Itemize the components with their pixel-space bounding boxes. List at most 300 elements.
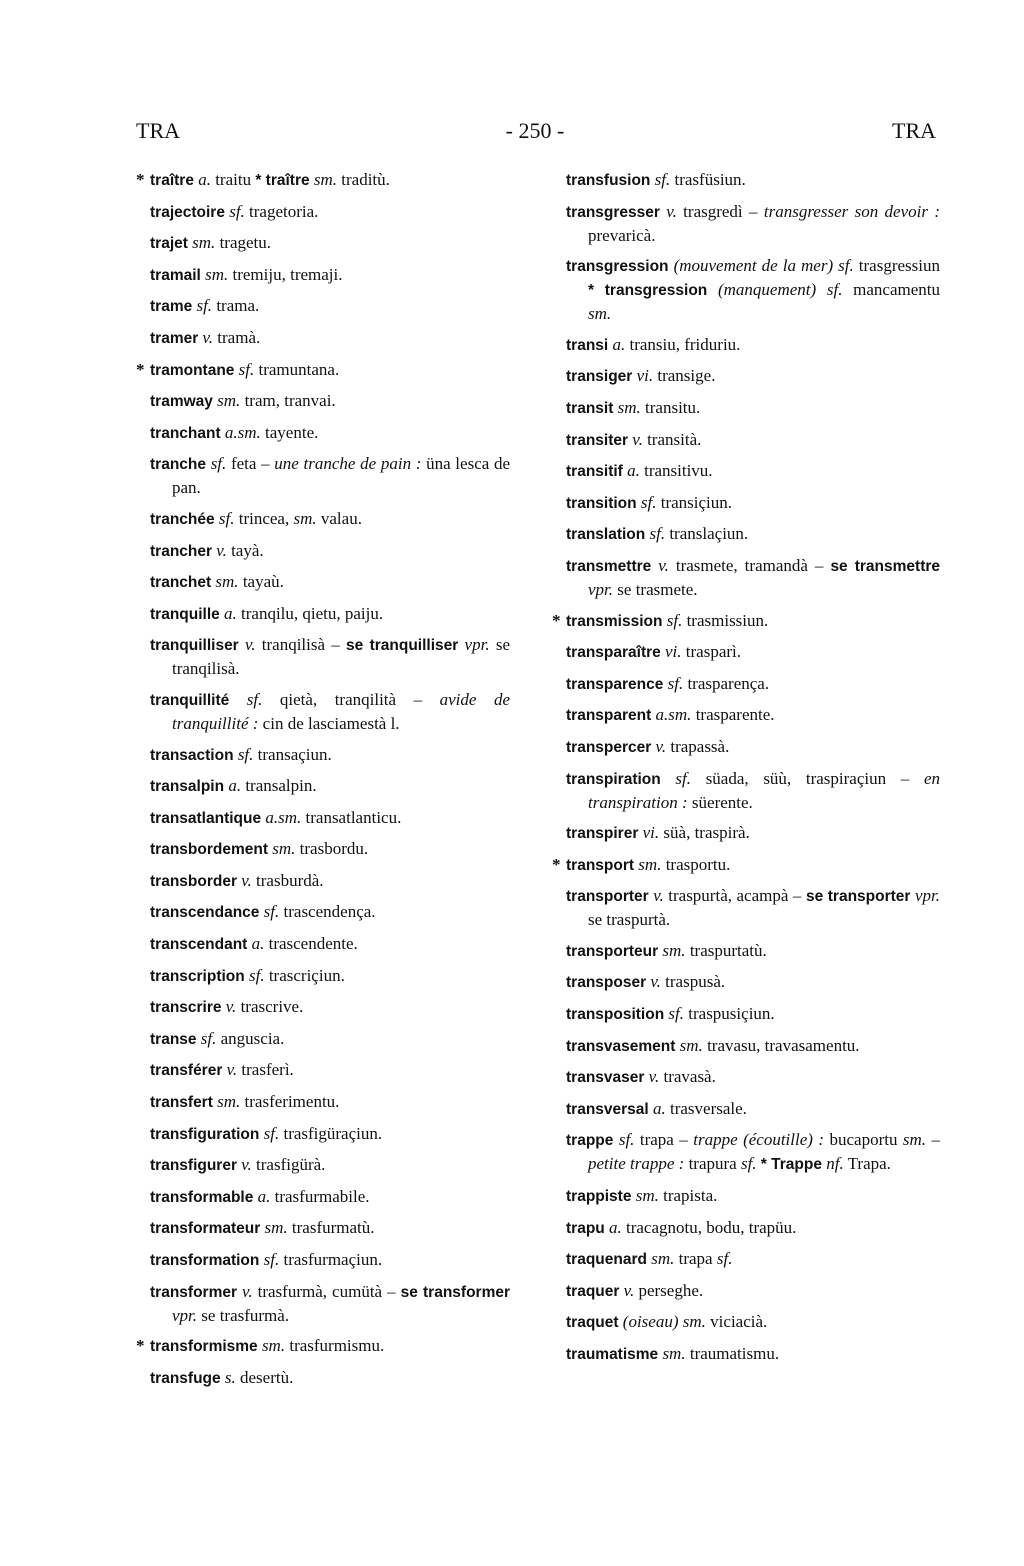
dictionary-entry xyxy=(566,1216,940,1240)
dictionary-entry xyxy=(566,554,940,601)
dictionary-entry xyxy=(150,837,510,861)
grammar-label: sf. xyxy=(263,1123,280,1143)
dictionary-entry xyxy=(150,452,510,499)
headword: transporteur xyxy=(566,942,659,960)
headword: tranchée xyxy=(150,510,215,528)
phrase-example: avide de tranquillité : xyxy=(172,689,511,733)
grammar-label: sm. xyxy=(662,940,686,960)
grammar-label: a. xyxy=(609,1217,622,1237)
dictionary-entry xyxy=(136,1334,510,1358)
headword: transfert xyxy=(150,1094,213,1112)
dictionary-entry xyxy=(566,1184,940,1208)
translation-text: traspurtatù. xyxy=(685,940,767,960)
dictionary-entry xyxy=(150,900,510,924)
translation-text: tracagnotu, bodu, trapüu. xyxy=(621,1217,797,1237)
headword: traquer xyxy=(566,1282,620,1300)
grammar-label: sm. xyxy=(902,1130,927,1150)
headword: transgression xyxy=(566,258,669,276)
translation-text: trascendença. xyxy=(279,902,376,922)
headword: transfigurer xyxy=(150,1157,237,1175)
headword: transposer xyxy=(566,974,647,992)
dictionary-entry xyxy=(150,570,510,594)
grammar-label: a.sm. xyxy=(655,705,692,725)
translation-text: transiçiun. xyxy=(656,492,733,512)
dictionary-entry xyxy=(566,1310,940,1334)
grammar-label: a. xyxy=(652,1098,666,1118)
grammar-label: a. xyxy=(257,1186,271,1206)
grammar-label: sf. xyxy=(210,454,227,474)
translation-text: transalpin. xyxy=(241,776,317,796)
grammar-label: sm. xyxy=(635,1186,659,1206)
translation-text: trama. xyxy=(212,296,260,316)
grammar-label: sm. xyxy=(662,1344,686,1363)
translation-text: süà, traspirà. xyxy=(659,823,750,843)
dictionary-entry xyxy=(150,774,510,798)
left-column xyxy=(136,168,511,1397)
headword: transporter xyxy=(566,888,649,906)
headword: tramer xyxy=(150,329,199,347)
headword: traquet xyxy=(566,1314,619,1332)
dictionary-entry xyxy=(566,491,940,515)
headword: transalpin xyxy=(150,778,225,796)
dictionary-entry xyxy=(552,853,940,877)
dictionary-entry xyxy=(566,364,940,388)
headword: trappe xyxy=(566,1132,614,1150)
dictionary-entry xyxy=(150,294,510,318)
translation-text: tramà. xyxy=(213,327,261,347)
dictionary-entry xyxy=(150,806,510,830)
grammar-label: v. xyxy=(653,886,664,906)
translation-text: trasferì. xyxy=(237,1060,294,1080)
grammar-label: sf. xyxy=(246,689,263,709)
grammar-label: sm. xyxy=(217,1092,241,1112)
grammar-label: sm. xyxy=(638,854,662,874)
grammar-label: v. xyxy=(648,1067,660,1087)
dictionary-entry xyxy=(566,672,940,696)
grammar-label: vi. xyxy=(636,366,654,386)
dictionary-entry xyxy=(136,358,510,382)
dictionary-entry xyxy=(150,1185,510,1209)
headword: transe xyxy=(150,1030,197,1048)
dictionary-entry xyxy=(566,459,940,483)
grammar-label: sf. xyxy=(640,492,657,512)
translation-text: trasgredì – xyxy=(676,201,764,221)
phrase-example: transgresser son devoir : xyxy=(763,201,940,221)
grammar-label: sm. xyxy=(313,170,338,189)
grammar-label: sf. xyxy=(237,744,254,764)
headword: transit xyxy=(566,399,614,417)
right-column xyxy=(552,168,941,1374)
translation-text: üna lesca de pan. xyxy=(172,454,511,498)
grammar-label: sf. xyxy=(200,1028,217,1048)
headword: traumatisme xyxy=(566,1346,659,1363)
grammar-label: sm. xyxy=(293,508,317,528)
grammar-label: v. xyxy=(244,635,256,655)
headword: trappiste xyxy=(566,1188,632,1206)
grammar-label: sf. xyxy=(263,902,280,922)
headword: tramway xyxy=(150,393,213,411)
translation-text: trasburdà. xyxy=(251,870,324,890)
headword: transparence xyxy=(566,675,664,693)
dictionary-entry xyxy=(566,939,940,963)
phrase-example: (manquement) xyxy=(717,280,817,300)
translation-text: tayà. xyxy=(226,540,264,560)
headword: tranquille xyxy=(150,605,220,623)
grammar-label: sf. xyxy=(618,1130,635,1150)
translation-text: travasà. xyxy=(659,1067,716,1087)
headword: tramail xyxy=(150,266,201,284)
grammar-label: sm. xyxy=(682,1312,706,1332)
grammar-label: a. xyxy=(228,776,242,796)
translation-text: valau. xyxy=(316,508,362,528)
phrase-example: (oiseau) xyxy=(622,1312,679,1332)
grammar-label: a.sm. xyxy=(224,422,261,442)
translation-text: perseghe. xyxy=(634,1280,704,1300)
translation-text: anguscia. xyxy=(216,1028,285,1048)
dictionary-entry xyxy=(150,1058,510,1082)
grammar-label: vi. xyxy=(665,642,682,662)
grammar-label: v. xyxy=(202,327,214,347)
translation-text: trasferimentu. xyxy=(240,1092,340,1112)
translation-text: – xyxy=(926,1130,941,1150)
headword: transvasement xyxy=(566,1037,676,1055)
grammar-label: sf. xyxy=(666,610,683,630)
grammar-label: v. xyxy=(666,201,677,221)
grammar-label: sf. xyxy=(667,673,684,693)
grammar-label: sf. xyxy=(716,1249,733,1269)
dictionary-entry xyxy=(566,703,940,727)
translation-text: trasmete, tramandà – xyxy=(668,555,831,575)
grammar-label: sm. xyxy=(272,839,296,859)
dictionary-entry xyxy=(566,884,940,931)
translation-text: traditù. xyxy=(337,170,390,189)
grammar-label: sf. xyxy=(238,359,255,379)
dictionary-entry xyxy=(150,231,510,255)
grammar-label: v. xyxy=(655,736,667,756)
dictionary-entry xyxy=(566,1034,940,1058)
dictionary-entry xyxy=(150,932,510,956)
grammar-label: v. xyxy=(241,870,252,890)
translation-text: trasversale. xyxy=(665,1098,747,1118)
translation-text: trasfurmismu. xyxy=(285,1336,385,1356)
translation-text: trasparença. xyxy=(683,673,770,693)
dictionary-entry xyxy=(150,743,510,767)
translation-text: transatlanticu. xyxy=(301,807,402,827)
dictionary-entry xyxy=(150,326,510,350)
headword: trancher xyxy=(150,542,213,560)
translation-text: traitu xyxy=(210,170,256,189)
translation-text: trasparente. xyxy=(691,705,775,725)
grammar-label: sf. xyxy=(838,256,854,276)
headword: transmettre xyxy=(566,557,652,575)
translation-text: traspurtà, acampà – xyxy=(663,886,806,906)
headword: transpiration xyxy=(566,770,661,788)
translation-text: trincea, xyxy=(234,508,294,528)
dictionary-entry xyxy=(566,1342,940,1366)
dictionary-entry xyxy=(150,263,510,287)
phrase-example: petite trappe : xyxy=(588,1154,685,1174)
dictionary-entry xyxy=(150,389,510,413)
grammar-label: v. xyxy=(650,972,661,992)
translation-text: trapa – xyxy=(634,1130,694,1150)
headword: translation xyxy=(566,526,646,544)
translation-text: tremiju, tremaji. xyxy=(228,264,343,284)
headword: se transmettre xyxy=(830,557,941,575)
grammar-label: v. xyxy=(623,1280,635,1300)
grammar-label: sm. xyxy=(192,233,216,253)
translation-text: trapista. xyxy=(658,1186,718,1206)
translation-text: transaçiun. xyxy=(253,744,332,764)
translation-text: trascendente. xyxy=(264,934,358,954)
translation-text: transitu. xyxy=(640,397,701,417)
grammar-label: sm. xyxy=(217,391,241,411)
translation-text: trasgressiun xyxy=(853,256,941,276)
headword: transgresser xyxy=(566,203,660,221)
grammar-label: sf. xyxy=(196,296,213,316)
headword: traître xyxy=(150,172,194,189)
headword: transmission xyxy=(566,612,663,630)
translation-text: tranqilu, qietu, paiju. xyxy=(236,603,384,623)
headword: transport xyxy=(566,856,635,874)
grammar-label: sf. xyxy=(668,1004,685,1024)
grammar-label: v. xyxy=(226,1060,238,1080)
phrase-example: une tranche de pain : xyxy=(274,454,422,474)
headword: se transporter xyxy=(805,888,911,906)
dictionary-entry xyxy=(150,421,510,445)
grammar-label: sf. xyxy=(263,1250,280,1269)
header-left-guide-word: TRA xyxy=(136,118,180,143)
headword: transformation xyxy=(150,1252,260,1269)
dictionary-entry xyxy=(150,1027,510,1051)
grammar-label: v. xyxy=(658,555,669,575)
translation-text: tranqilisà – xyxy=(255,635,347,655)
dictionary-entry xyxy=(566,821,940,845)
headword: transformer xyxy=(150,1283,237,1301)
grammar-label: sf. xyxy=(248,965,265,985)
headword: transfuge xyxy=(150,1369,221,1387)
dictionary-entry xyxy=(566,168,940,192)
asterisk-marker: * xyxy=(136,1336,145,1356)
headword: transformable xyxy=(150,1188,254,1206)
translation-text: transitivu. xyxy=(639,461,713,481)
headword: transbordement xyxy=(150,841,268,859)
dictionary-entry xyxy=(150,602,510,626)
phrase-example: (mouvement de la mer) xyxy=(673,256,834,276)
dictionary-entry xyxy=(566,1279,940,1303)
translation-text: trasparì. xyxy=(681,642,742,662)
grammar-label: a. xyxy=(198,170,211,189)
grammar-label: a.sm. xyxy=(265,807,302,827)
headword: transformisme xyxy=(150,1338,258,1356)
translation-text xyxy=(229,690,247,709)
headword: transaction xyxy=(150,746,234,764)
dictionary-entry xyxy=(150,869,510,893)
dictionary-entry xyxy=(150,633,510,680)
translation-text xyxy=(707,280,718,299)
translation-text: Trapa. xyxy=(843,1154,891,1174)
headword: trame xyxy=(150,298,193,316)
dictionary-entry xyxy=(150,1153,510,1177)
dictionary-entry xyxy=(566,428,940,452)
header-right-guide-word: TRA xyxy=(892,118,936,143)
translation-text: bucaportu xyxy=(824,1130,903,1150)
dictionary-entry xyxy=(150,995,510,1019)
translation-text: traspusà. xyxy=(660,972,726,992)
translation-text: desertù. xyxy=(235,1367,294,1387)
translation-text: qietà, tranqilità – xyxy=(262,689,440,709)
grammar-label: v. xyxy=(242,1281,253,1301)
grammar-label: sm. xyxy=(215,572,239,592)
page-header xyxy=(0,118,1024,148)
asterisk-marker: * xyxy=(552,610,561,630)
translation-text: mancamentu xyxy=(842,280,940,300)
headword: transi xyxy=(566,336,609,354)
translation-text: tayente. xyxy=(260,422,319,442)
translation-text: trasbordu. xyxy=(295,839,369,859)
headword: transiter xyxy=(566,431,629,449)
translation-text: trapura xyxy=(684,1154,741,1174)
translation-text: trasfüsiun. xyxy=(670,170,746,189)
dictionary-entry xyxy=(566,1002,940,1026)
translation-text: trasfurmatù. xyxy=(287,1218,375,1238)
grammar-label: vpr. xyxy=(464,635,490,655)
dictionary-entry xyxy=(136,168,510,192)
grammar-label: vpr. xyxy=(588,579,614,599)
translation-text: trasportu. xyxy=(661,854,731,874)
dictionary-entry xyxy=(150,1090,510,1114)
translation-text: traumatismu. xyxy=(685,1344,780,1363)
translation-text: se tranqilisà. xyxy=(172,635,510,679)
dictionary-entry xyxy=(566,1247,940,1271)
dictionary-entry xyxy=(566,396,940,420)
grammar-label: vpr. xyxy=(172,1305,198,1325)
translation-text: tragetoria. xyxy=(244,201,319,221)
grammar-label: sf. xyxy=(218,508,235,528)
grammar-label: nf. xyxy=(826,1154,844,1174)
dictionary-entry xyxy=(150,964,510,988)
dictionary-entry xyxy=(552,609,940,633)
headword: transpercer xyxy=(566,738,652,756)
grammar-label: s. xyxy=(224,1367,236,1387)
headword: transpirer xyxy=(566,825,639,843)
headword: transiger xyxy=(566,368,633,386)
dictionary-entry xyxy=(150,688,510,735)
phrase-example: en transpiration : xyxy=(588,768,941,812)
headword: transitif xyxy=(566,463,623,481)
headword: tranchant xyxy=(150,424,221,442)
headword: transformateur xyxy=(150,1220,261,1238)
dictionary-entry xyxy=(150,1122,510,1146)
headword: transition xyxy=(566,494,637,512)
translation-text: se trasfurmà. xyxy=(197,1305,290,1325)
headword: * transgression xyxy=(588,282,708,300)
translation-text: tragetu. xyxy=(215,233,272,253)
dictionary-entry xyxy=(150,1216,510,1240)
grammar-label: vpr. xyxy=(914,886,940,906)
headword: transversal xyxy=(566,1100,649,1118)
grammar-label: sf. xyxy=(675,768,692,788)
grammar-label: sm. xyxy=(679,1035,703,1055)
translation-text: süerente. xyxy=(687,792,753,812)
dictionary-entry xyxy=(566,333,940,357)
headword: tranche xyxy=(150,456,206,474)
grammar-label: a. xyxy=(224,603,237,623)
grammar-label: sm. xyxy=(651,1249,675,1269)
headword: transparaître xyxy=(566,644,661,662)
asterisk-marker: * xyxy=(136,359,145,379)
grammar-label: sf. xyxy=(229,201,245,221)
dictionary-entry xyxy=(566,970,940,994)
headword: transfusion xyxy=(566,172,651,189)
translation-text: cin de lasciamestà l. xyxy=(258,713,400,733)
headword: transcendant xyxy=(150,936,248,954)
dictionary-entry xyxy=(566,640,940,664)
dictionary-entry xyxy=(150,1366,510,1390)
grammar-label: a. xyxy=(612,334,626,354)
translation-text: trasfurmaçiun. xyxy=(279,1250,383,1269)
dictionary-entry xyxy=(150,1248,510,1272)
translation-text: transiu, friduriu. xyxy=(625,334,741,354)
grammar-label: sm. xyxy=(588,304,612,324)
dictionary-entry xyxy=(150,1280,510,1327)
translation-text xyxy=(661,769,676,788)
translation-text: tramuntana. xyxy=(254,359,340,379)
translation-text: trasfurmabile. xyxy=(270,1186,370,1206)
translation-text: tram, tranvai. xyxy=(240,391,336,411)
headword: * traître xyxy=(255,172,310,189)
translation-text: süada, süù, traspiraçiun – xyxy=(691,768,924,788)
headword: trajet xyxy=(150,235,188,253)
translation-text: trasfurmà, cumütà – xyxy=(252,1281,401,1301)
translation-text: translaçiun. xyxy=(665,524,749,544)
translation-text: viciacià. xyxy=(705,1312,768,1332)
headword: tranquilliser xyxy=(150,637,239,655)
translation-text: se traspurtà. xyxy=(588,910,671,930)
dictionary-entry xyxy=(150,539,510,563)
grammar-label: v. xyxy=(216,540,227,560)
translation-text: trasfigürà. xyxy=(251,1155,326,1175)
translation-text: transige. xyxy=(653,366,716,386)
grammar-label: vi. xyxy=(642,823,660,843)
grammar-label: sm. xyxy=(264,1218,288,1238)
headword: transcription xyxy=(150,967,245,985)
translation-text: traspusiçiun. xyxy=(684,1004,775,1024)
translation-text: trasfigüraçiun. xyxy=(279,1123,383,1143)
grammar-label: v. xyxy=(225,997,237,1017)
translation-text: trapassà. xyxy=(666,736,730,756)
headword: transvaser xyxy=(566,1069,645,1087)
headword: transcrire xyxy=(150,999,222,1017)
page-number: - 250 - xyxy=(505,118,565,143)
grammar-label: a. xyxy=(251,934,265,954)
grammar-label: sf. xyxy=(826,280,843,300)
dictionary-entry xyxy=(150,507,510,531)
headword: transborder xyxy=(150,872,237,890)
asterisk-marker: * xyxy=(136,170,145,189)
headword: se transformer xyxy=(400,1283,511,1301)
dictionary-entry xyxy=(566,735,940,759)
grammar-label: sm. xyxy=(205,264,229,284)
translation-text: trascrive. xyxy=(236,997,304,1017)
translation-text: transità. xyxy=(642,429,702,449)
grammar-label: a. xyxy=(627,461,640,481)
headword: tramontane xyxy=(150,361,235,379)
translation-text: tayaù. xyxy=(238,572,284,592)
headword: transcendance xyxy=(150,904,260,922)
headword: trapu xyxy=(566,1219,605,1237)
headword: * Trappe xyxy=(760,1156,822,1174)
translation-text: feta – xyxy=(226,454,275,474)
